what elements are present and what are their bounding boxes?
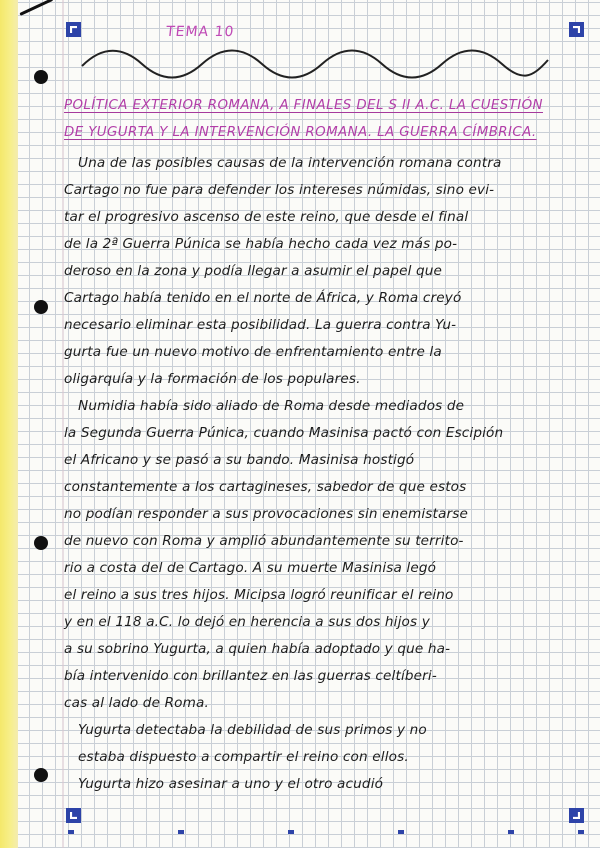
text-line: el Africano y se pasó a su bando. Masinisa hostigó bbox=[64, 452, 415, 468]
section-heading-line-2: DE YUGURTA Y LA INTERVENCIÓN ROMANA. LA GUERRA CÍMBRICA. bbox=[64, 125, 537, 140]
text-line: Numidia había sido aliado de Roma desde mediados de bbox=[78, 398, 465, 414]
binder-hole-3 bbox=[34, 536, 48, 550]
topic-title: TEMA 10 bbox=[165, 24, 236, 40]
handwritten-body bbox=[64, 150, 584, 798]
section-heading bbox=[64, 92, 584, 146]
decorative-wave bbox=[80, 44, 550, 84]
text-line: no podían responder a sus provocaciones sin enemistarse bbox=[64, 506, 468, 522]
text-line: gurta fue un nuevo motivo de enfrentamiento entre la bbox=[64, 344, 442, 360]
text-line: el reino a sus tres hijos. Micipsa logró reunificar el reino bbox=[64, 587, 454, 603]
text-line: Cartago había tenido en el norte de África, y Roma creyó bbox=[64, 290, 462, 306]
text-line: Una de las posibles causas de la intervención romana contra bbox=[78, 155, 502, 171]
text-line: Yugurta detectaba la debilidad de sus primos y no bbox=[78, 722, 427, 738]
text-line: de la 2ª Guerra Púnica se había hecho cada vez más po- bbox=[64, 236, 458, 252]
text-line: estaba dispuesto a compartir el reino con ellos. bbox=[78, 749, 409, 765]
text-line: rio a costa del de Cartago. A su muerte Masinisa legó bbox=[64, 560, 437, 576]
corner-mark-top-right-icon bbox=[569, 22, 584, 37]
text-line: oligarquía y la formación de los populares. bbox=[64, 371, 361, 387]
corner-mark-bottom-right-icon bbox=[569, 808, 584, 823]
yellow-margin-strip bbox=[0, 0, 18, 848]
corner-mark-bottom-left-icon bbox=[66, 808, 81, 823]
text-line: tar el progresivo ascenso de este reino, que desde el final bbox=[64, 209, 469, 225]
text-line: la Segunda Guerra Púnica, cuando Masinisa pactó con Escipión bbox=[64, 425, 504, 441]
text-line: a su sobrino Yugurta, a quien había adoptado y que ha- bbox=[64, 641, 451, 657]
text-line: Cartago no fue para defender los intereses númidas, sino evi- bbox=[64, 182, 495, 198]
binder-hole-1 bbox=[34, 70, 48, 84]
text-line: constantemente a los cartagineses, sabedor de que estos bbox=[64, 479, 467, 495]
section-heading-line-1: POLÍTICA EXTERIOR ROMANA, A FINALES DEL S II A.C. LA CUESTIÓN bbox=[64, 98, 543, 113]
binder-hole-2 bbox=[34, 300, 48, 314]
binder-hole-4 bbox=[34, 768, 48, 782]
text-line: Yugurta hizo asesinar a uno y el otro acudió bbox=[78, 776, 384, 792]
bottom-scale-marks bbox=[68, 830, 588, 834]
pen-stroke-mark bbox=[19, 0, 53, 16]
text-line: deroso en la zona y podía llegar a asumir el papel que bbox=[64, 263, 443, 279]
text-line: cas al lado de Roma. bbox=[64, 695, 209, 711]
text-line: y en el 118 a.C. lo dejó en herencia a sus dos hijos y bbox=[64, 614, 430, 630]
corner-mark-top-left-icon bbox=[66, 22, 81, 37]
text-line: de nuevo con Roma y amplió abundantemente su territo- bbox=[64, 533, 464, 549]
text-line: bía intervenido con brillantez en las guerras celtíberi- bbox=[64, 668, 437, 684]
text-line: necesario eliminar esta posibilidad. La guerra contra Yu- bbox=[64, 317, 457, 333]
